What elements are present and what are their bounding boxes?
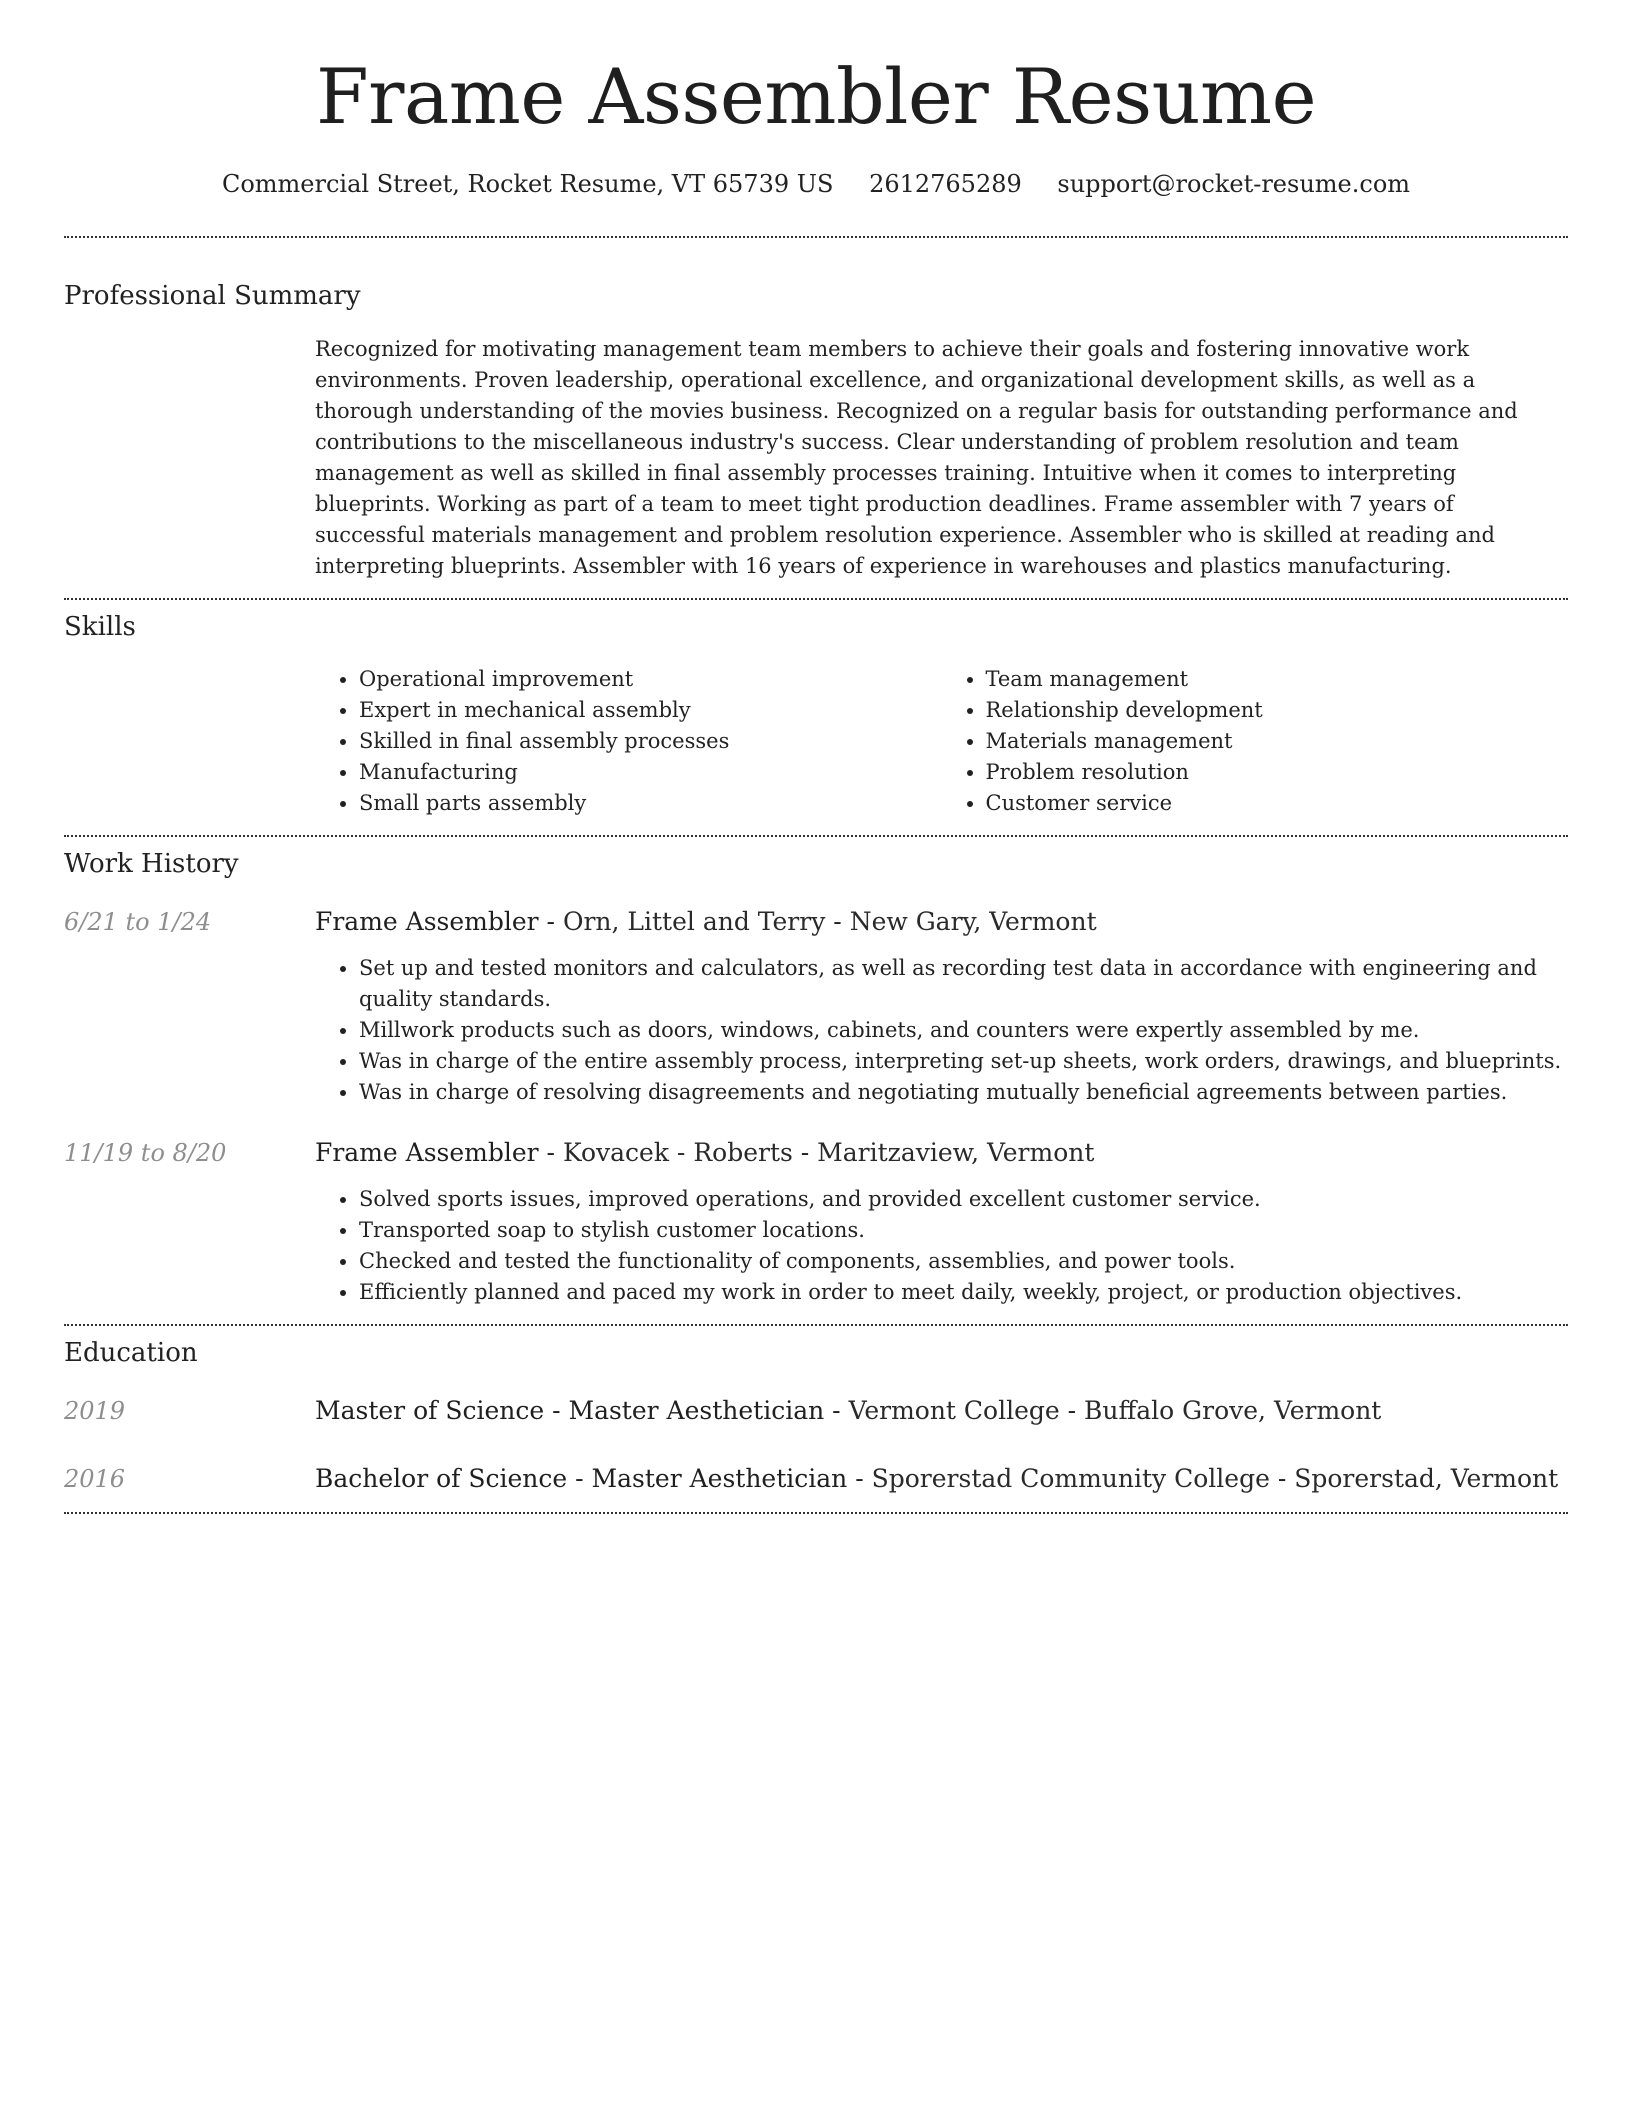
- skill-item: • Materials management: [986, 726, 1569, 757]
- education-location: Sporerstad, Vermont: [1294, 1464, 1559, 1493]
- resume-page: [64, 0, 1568, 1514]
- contact-line: [64, 168, 1568, 200]
- skills-heading: Skills: [64, 612, 136, 642]
- education-entry: [64, 1462, 1568, 1496]
- skill-item: • Customer service: [986, 788, 1569, 819]
- skill-item: • Expert in mechanical assembly: [359, 695, 942, 726]
- education-school: Sporerstad Community College: [871, 1464, 1270, 1493]
- education-heading: Education: [64, 1338, 198, 1368]
- job-bullet: • Was in charge of resolving disagreements and negotiating mutually beneficial agreements between parties.: [359, 1077, 1568, 1108]
- job-bullet: • Checked and tested the functionality of components, assemblies, and power tools.: [359, 1246, 1568, 1277]
- skills-column-left: [315, 664, 942, 819]
- education-school: Vermont College: [848, 1396, 1060, 1425]
- job-company: Orn, Littel and Terry: [562, 907, 826, 936]
- job-bullet: • Efficiently planned and paced my work in order to meet daily, weekly, project, or production objectives.: [359, 1277, 1568, 1308]
- job-bullet: • Transported soap to stylish customer locations.: [359, 1215, 1568, 1246]
- job-dates: 11/19 to 8/20: [64, 1139, 227, 1167]
- summary-text: Recognized for motivating management team members to achieve their goals and fostering innovative work environments. Proven leadership, operational excellence, and organizational development skills, as well as a thorough understanding of the movies business. Recognized on a regular basis for outstanding performance and contributions to the miscellaneous industry's success. Clear understanding of problem resolution and team management as well as skilled in final assembly processes training. Intuitive when it comes to interpreting blueprints. Working as part of a team to meet tight production deadlines. Frame assembler with 7 years of successful materials management and problem resolution experience. Assembler who is skilled at reading and interpreting blueprints. Assembler with 16 years of experience in warehouses and plastics manufacturing.: [315, 337, 1518, 578]
- contact-email[interactable]: support@rocket-resume.com: [1057, 170, 1411, 198]
- job-bullet: • Millwork products such as doors, windows, cabinets, and counters were expertly assembled by me.: [359, 1015, 1568, 1046]
- job-bullet: • Set up and tested monitors and calculators, as well as recording test data in accordance with engineering and quality standards.: [359, 953, 1568, 1015]
- education-year: 2019: [64, 1397, 126, 1425]
- contact-address: Commercial Street, Rocket Resume, VT 65739 US: [221, 170, 834, 198]
- job-company: Kovacek - Roberts: [562, 1138, 793, 1167]
- job-details: [315, 1136, 1568, 1308]
- job-heading: Frame Assembler - Orn, Littel and Terry - New Gary, Vermont: [315, 907, 1097, 936]
- job-bullet: • Solved sports issues, improved operations, and provided excellent customer service.: [359, 1184, 1568, 1215]
- education-location: Buffalo Grove, Vermont: [1084, 1396, 1382, 1425]
- job-heading: Frame Assembler - Kovacek - Roberts - Maritzaview, Vermont: [315, 1138, 1095, 1167]
- education-year: 2016: [64, 1465, 126, 1493]
- job-title: Frame Assembler: [315, 1138, 539, 1167]
- work-section: [64, 847, 1568, 1308]
- skill-item: • Problem resolution: [986, 757, 1569, 788]
- education-heading-line: Bachelor of Science - Master Aesthetician - Sporerstad Community College - Sporerstad, Vermont: [315, 1464, 1559, 1493]
- divider: [64, 236, 1568, 238]
- resume-title: Frame Assembler Resume: [315, 52, 1317, 141]
- job-entry: [64, 1136, 1568, 1308]
- job-title: Frame Assembler: [315, 907, 539, 936]
- contact-phone: 2612765289: [869, 170, 1022, 198]
- skill-item: • Operational improvement: [359, 664, 942, 695]
- summary-body: [315, 334, 1568, 582]
- skills-list: [315, 664, 1568, 819]
- education-heading-line: Master of Science - Master Aesthetician - Vermont College - Buffalo Grove, Vermont: [315, 1396, 1382, 1425]
- divider: [64, 1512, 1568, 1514]
- education-degree: Bachelor of Science - Master Aesthetician: [315, 1464, 848, 1493]
- skill-item: • Team management: [986, 664, 1569, 695]
- education-entry: [64, 1394, 1568, 1428]
- skills-column-right: [942, 664, 1569, 819]
- skill-item: • Skilled in final assembly processes: [359, 726, 942, 757]
- job-entry: [64, 905, 1568, 1108]
- divider: [64, 598, 1568, 600]
- summary-section: [64, 279, 1568, 582]
- education-degree: Master of Science - Master Aesthetician: [315, 1396, 825, 1425]
- skill-item: • Small parts assembly: [359, 788, 942, 819]
- job-location: Maritzaview, Vermont: [817, 1138, 1095, 1167]
- job-bullet: • Was in charge of the entire assembly process, interpreting set-up sheets, work orders, drawings, and blueprints.: [359, 1046, 1568, 1077]
- job-details: [315, 905, 1568, 1108]
- skills-section: [64, 610, 1568, 819]
- job-bullets: [315, 953, 1568, 1108]
- education-section: [64, 1336, 1568, 1496]
- divider: [64, 1324, 1568, 1326]
- job-bullets: [315, 1184, 1568, 1308]
- work-heading: Work History: [64, 849, 239, 879]
- skill-item: • Manufacturing: [359, 757, 942, 788]
- job-dates: 6/21 to 1/24: [64, 908, 212, 936]
- job-location: New Gary, Vermont: [849, 907, 1097, 936]
- skill-item: • Relationship development: [986, 695, 1569, 726]
- divider: [64, 835, 1568, 837]
- summary-heading: Professional Summary: [64, 281, 361, 311]
